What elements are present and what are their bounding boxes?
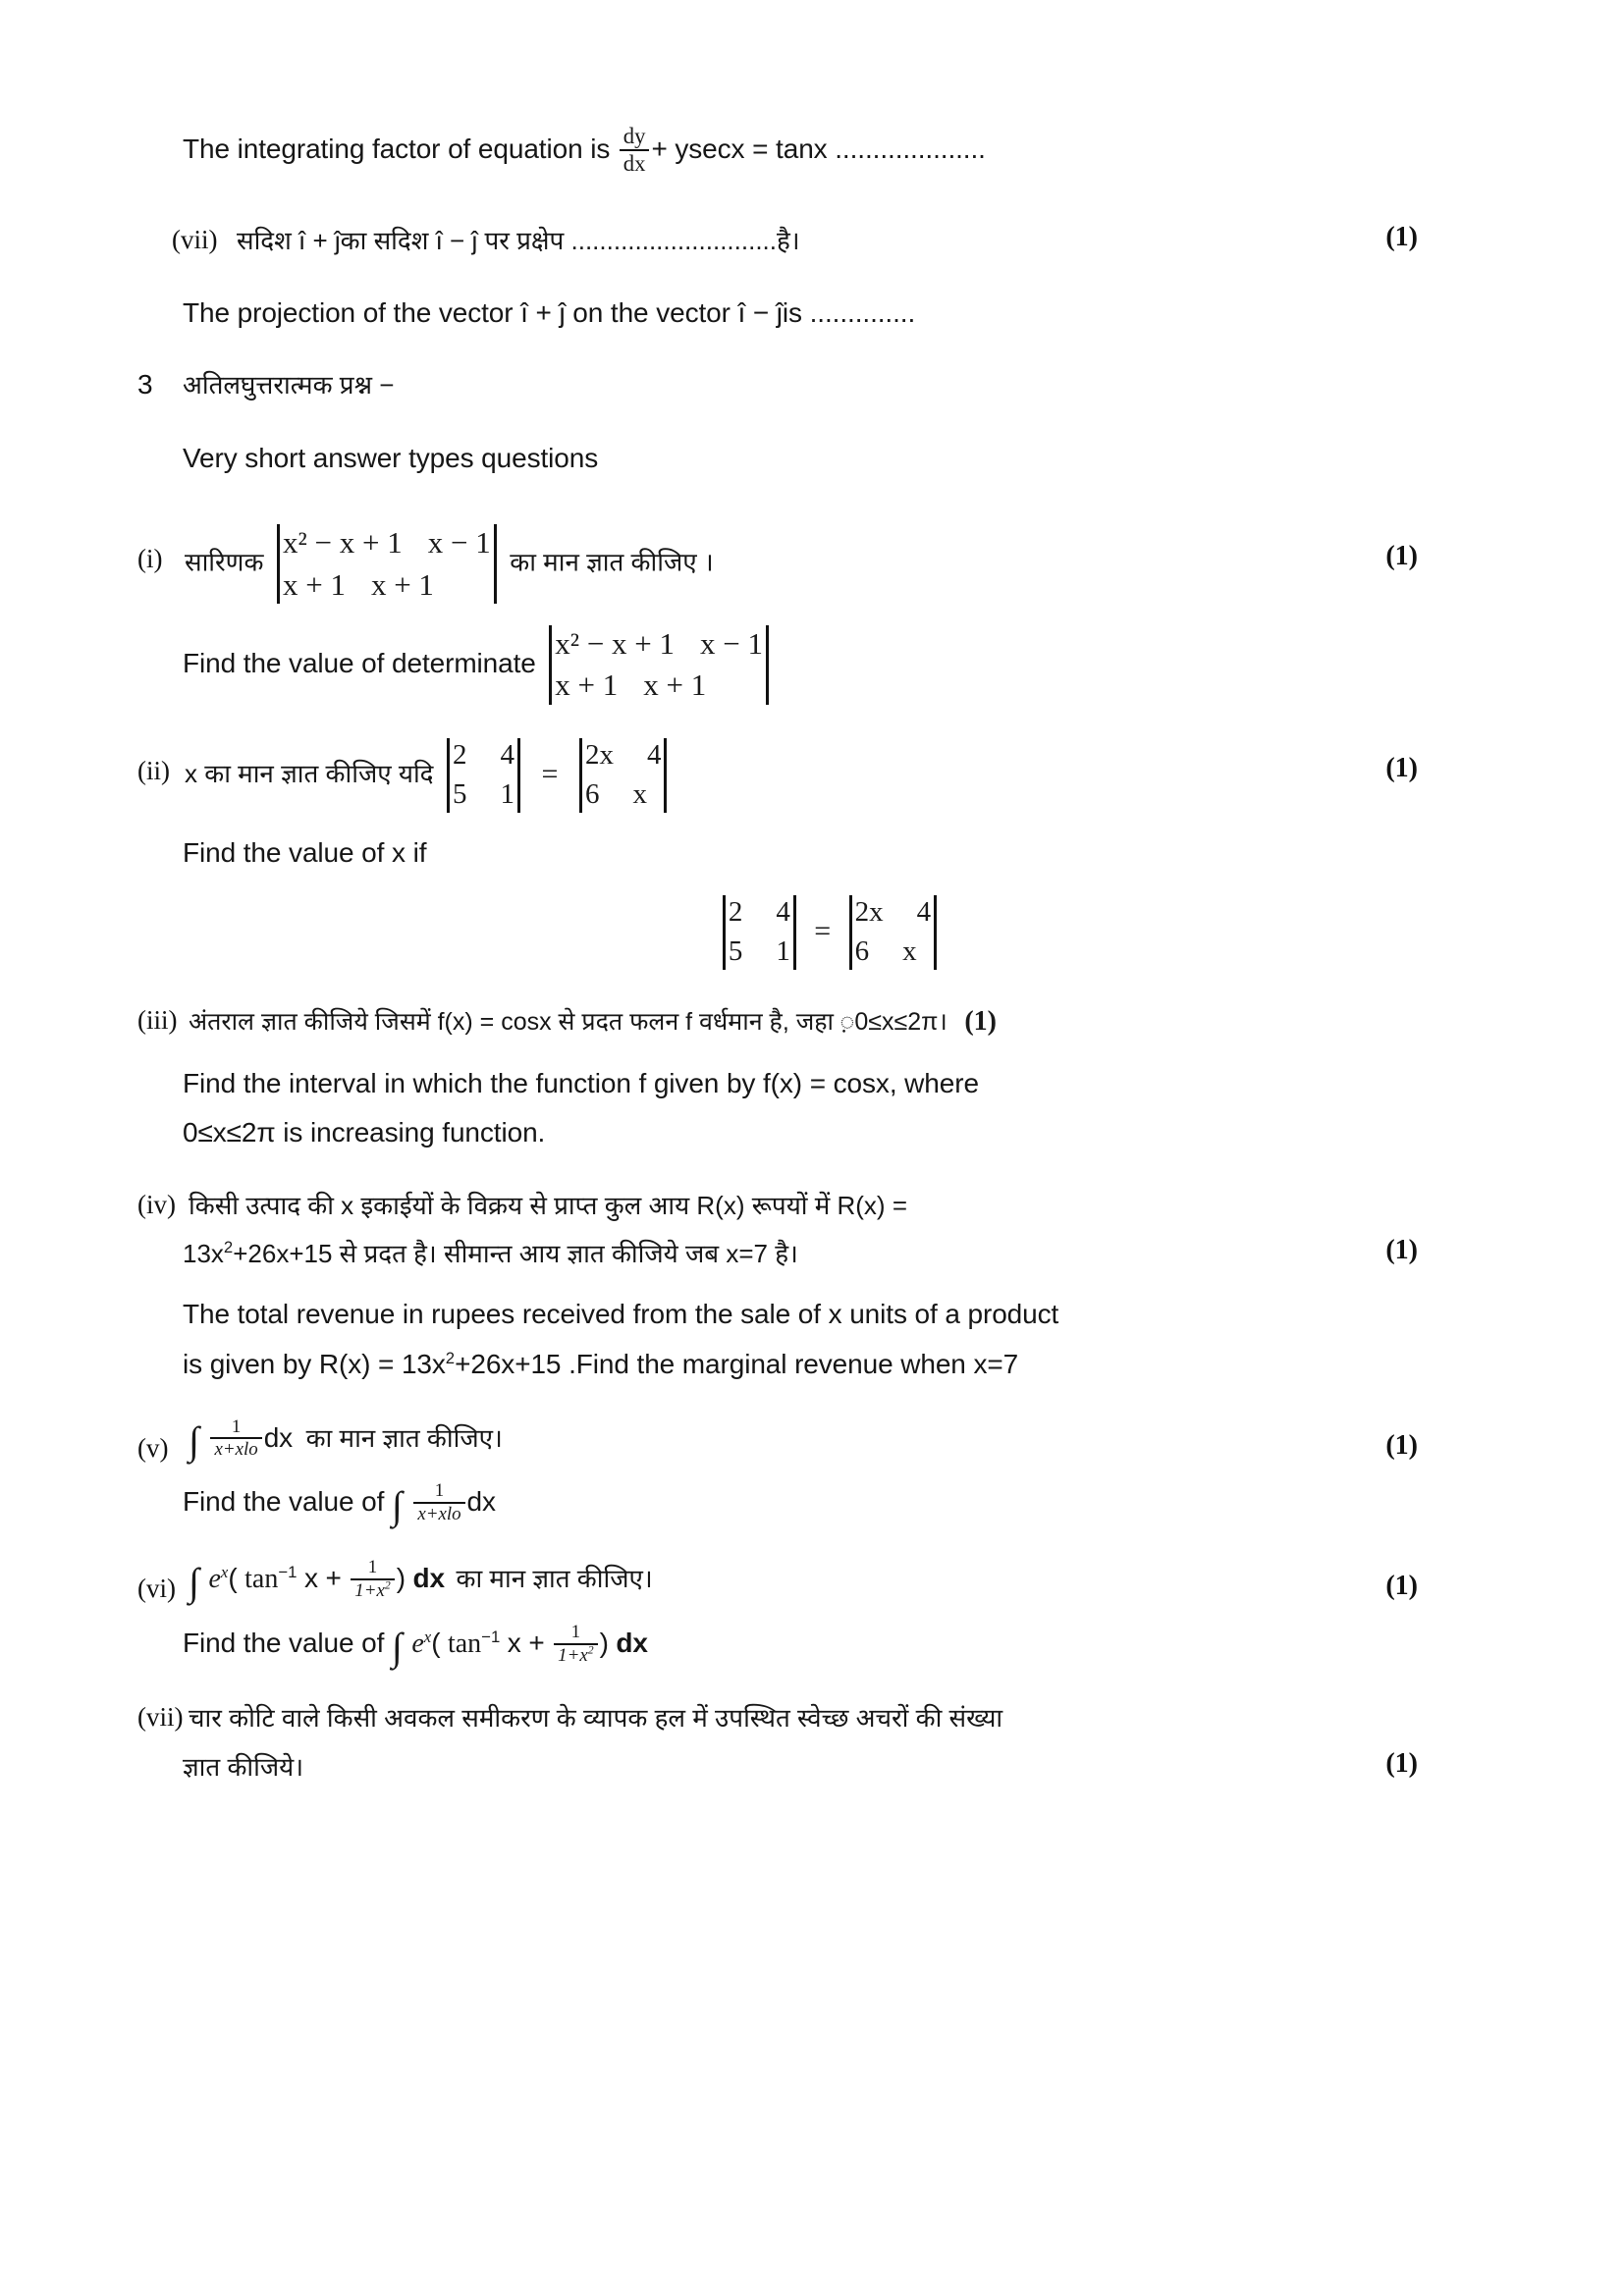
q-vi-tan-term-english: tan: [447, 1628, 482, 1659]
section-3-hindi-row: [0, 366, 1624, 404]
q-iii-hindi-row: [0, 1002, 1624, 1042]
det-cell-r1c1: x² − x + 1: [282, 525, 403, 561]
q-ii-equals-sign-centered: =: [814, 915, 832, 948]
q-iii-hindi-text: अंतराल ज्ञात कीजिये जिसमें f(x) = cosx से प्रदत फलन f वर्धमान है, जहा ़0≤x≤2π।: [189, 1008, 947, 1037]
q-ii-hindi-row: [0, 737, 1624, 812]
det-row-2: [729, 934, 790, 970]
det-right-bar: [494, 524, 497, 604]
q-iv-marks: (1): [1385, 1235, 1418, 1266]
q-ii-marks: (1): [1385, 752, 1418, 783]
det-cell-r2c2: x + 1: [643, 667, 707, 703]
frac-den-exponent: 2: [587, 1643, 594, 1657]
det-row-2: [453, 777, 514, 813]
fraction-numerator: dy: [623, 124, 646, 148]
q-iv-hindi-row-1: [0, 1187, 1624, 1225]
det-cell-r2c1: x + 1: [555, 667, 619, 703]
q-iv-hindi-line2-b: +26x+15 से प्रदत है। सीमान्त आय ज्ञात कीजिये जब x=7 है।: [233, 1239, 798, 1269]
q-iii-english-row-1: [0, 1064, 1624, 1104]
q-iv-english-line2-b: +26x+15 .Find the marginal revenue when x=7: [455, 1348, 1019, 1379]
q-vi-tan-term: tan: [244, 1563, 279, 1594]
fraction-denominator: x+xlo: [417, 1504, 461, 1525]
q-iii-marks: (1): [964, 1006, 998, 1038]
section-3-title-english: Very short answer types questions: [183, 442, 599, 473]
q-i-marks: (1): [1385, 541, 1418, 572]
fraction-denominator: [351, 1580, 394, 1601]
q-vi-marks: (1): [1385, 1570, 1418, 1601]
q-v-dx: dx: [263, 1421, 294, 1453]
q-i-english-prefix: Find the value of determinate: [183, 648, 536, 679]
q-ii-right-determinant-centered: [846, 895, 941, 970]
q-i-hindi-suffix: का मान ज्ञात कीजिए ।: [510, 547, 714, 577]
q-i-determinant-english: [546, 625, 772, 705]
q-ii-equals-sign: =: [541, 758, 559, 791]
fraction-denominator: x+xlo: [214, 1439, 258, 1461]
q-ii-left-determinant: [444, 738, 523, 813]
q-vi-dx: dx: [412, 1562, 445, 1593]
det-cell-r1c1: 2: [453, 738, 467, 771]
q2-vii-label: (vii): [172, 224, 218, 254]
q-vii-hindi-line1: चार कोटि वाले किसी अवकल समीकरण के व्यापक हल में उपस्थित स्वेच्छ अचरों की संख्या: [189, 1703, 1003, 1734]
det-cell-r2c2: x: [902, 935, 917, 968]
frac-den-a: 1+: [558, 1644, 580, 1666]
q-vii-label: (vii): [137, 1702, 184, 1733]
det-cell-r1c2: 4: [646, 738, 662, 771]
det-left-bar: [849, 895, 852, 970]
det-cells: [855, 895, 932, 970]
q-iv-english-line2-a: is given by R(x) = 13x: [183, 1348, 446, 1379]
q-vi-open-paren: (: [228, 1562, 238, 1593]
det-cells: [555, 625, 763, 705]
q-i-english-row: [0, 624, 1624, 704]
det-left-bar: [549, 625, 552, 705]
q-vii-marks: (1): [1385, 1747, 1418, 1779]
q-i-hindi-row: [0, 523, 1624, 603]
q-iv-english-line1: The total revenue in rupees received from the sale of x units of a product: [183, 1299, 1059, 1330]
det-cell-r1c2: 4: [916, 896, 932, 929]
q-vi-close-paren: ): [396, 1562, 406, 1593]
q-vi-english-row: [0, 1621, 1624, 1669]
frac-den-a: 1+: [354, 1579, 377, 1601]
q-vi-e-term-english: e: [411, 1628, 424, 1659]
q-vi-variable-x: x +: [303, 1562, 342, 1593]
section-3-title-hindi: अतिलघुत्तरात्मक प्रश्न −: [183, 370, 395, 400]
q-vi-e-exponent-english: x: [423, 1627, 432, 1646]
q2-vii-hindi-row: [0, 222, 1624, 260]
det-row-1: [283, 524, 491, 561]
q-iv-exponent: 2: [223, 1238, 234, 1257]
q-ii-english-prefix: Find the value of x if: [183, 836, 427, 868]
q-iv-hindi-line1: किसी उत्पाद की x इकाईयों के विक्रय से प्राप्त कुल आय R(x) रूपयों में R(x) =: [189, 1191, 908, 1221]
q-v-marks: (1): [1385, 1429, 1418, 1461]
q-vi-e-term: e: [208, 1563, 221, 1594]
det-cell-r1c1: x² − x + 1: [555, 625, 676, 661]
q-vii-hindi-row-2: [0, 1748, 1624, 1787]
det-cell-r2c2: 1: [500, 777, 514, 810]
q-iii-label: (iii): [137, 1005, 178, 1036]
q-iv-english-exponent: 2: [445, 1348, 456, 1367]
q-i-determinant: [274, 524, 500, 604]
q-vi-tan-exponent-english: −1: [481, 1627, 501, 1646]
q-vi-variable-x-english: x +: [507, 1627, 545, 1658]
det-cell-r1c2: x − 1: [700, 625, 764, 661]
fraction-denominator: dx: [623, 150, 646, 176]
q-vi-close-paren-english: ): [599, 1627, 609, 1658]
q-vii-hindi-row-1: [0, 1699, 1624, 1737]
q2-vii-english-text: The projection of the vector î + ĵ on the vector î − ĵis ..............: [183, 296, 916, 328]
q-iv-hindi-row-2: [0, 1235, 1624, 1273]
q-vi-e-exponent: x: [220, 1562, 229, 1581]
q-i-label: (i): [137, 544, 163, 574]
q-vi-tan-exponent: −1: [278, 1562, 298, 1581]
integrating-factor-tail: + ysecx = tanx ....................: [651, 133, 986, 164]
det-row-1: [855, 895, 932, 931]
det-left-bar: [723, 895, 726, 970]
det-right-bar: [934, 895, 937, 970]
fraction-numerator: 1: [570, 1621, 581, 1642]
det-cell-r1c2: 4: [500, 738, 514, 771]
det-cell-r1c1: 2x: [854, 896, 884, 929]
q-i-hindi-prefix: सारिणक: [185, 547, 264, 577]
fraction-denominator: [554, 1645, 597, 1666]
q-ii-hindi-prefix: x का मान ज्ञात कीजिए यदि: [185, 758, 434, 788]
q-v-label: (v): [137, 1432, 169, 1463]
q-v-dx-english: dx: [466, 1486, 496, 1518]
q-vi-dx-english: dx: [616, 1627, 648, 1658]
det-cells: [729, 895, 790, 970]
det-cell-r1c1: 2: [728, 896, 743, 929]
q-ii-left-determinant-centered: [720, 895, 799, 970]
fraction-numerator: 1: [367, 1556, 378, 1577]
q-v-fraction: [210, 1417, 261, 1461]
q2-vii-marks: (1): [1385, 221, 1418, 252]
det-cells: [283, 524, 491, 604]
q-vi-hindi-row: [0, 1556, 1624, 1604]
section-3-english-row: [0, 439, 1624, 479]
det-row-1: [729, 895, 790, 931]
det-right-bar: [664, 738, 667, 813]
det-cell-r2c2: 1: [776, 935, 790, 968]
det-cell-r1c1: 2x: [584, 738, 614, 771]
det-cell-r2c1: 6: [584, 777, 600, 810]
fraction-numerator: 1: [231, 1415, 242, 1437]
q-vii-hindi-line2: ज्ञात कीजिये।: [183, 1751, 304, 1782]
integral-icon: ∫: [391, 1483, 403, 1528]
dy-dx-fraction: [620, 125, 650, 176]
q2-vii-english-row: [0, 294, 1624, 334]
q-iv-english-row-1: [0, 1295, 1624, 1335]
det-right-bar: [517, 738, 520, 813]
det-left-bar: [277, 524, 280, 604]
det-left-bar: [447, 738, 450, 813]
q-iii-english-line2: 0≤x≤2π is increasing function.: [183, 1117, 546, 1148]
q-ii-label: (ii): [137, 755, 170, 785]
q2-vii-hindi-text: सदिश î + ĵका सदिश î − ĵ पर प्रक्षेप .............................है।: [237, 225, 800, 255]
det-row-2: [855, 934, 932, 970]
frac-den-x: x: [579, 1644, 588, 1666]
det-cell-r2c1: x + 1: [282, 566, 346, 602]
fraction-numerator: 1: [434, 1480, 445, 1502]
q-vi-fraction: [351, 1558, 394, 1601]
det-cell-r1c2: 4: [776, 896, 790, 929]
q-ii-english-row: [0, 833, 1624, 874]
det-row-2: [555, 667, 763, 704]
q-vi-open-paren-english: (: [431, 1627, 441, 1658]
det-right-bar: [793, 895, 796, 970]
q-iii-english-line1: Find the interval in which the function f given by f(x) = cosx, where: [183, 1067, 979, 1098]
det-cell-r1c2: x − 1: [427, 525, 491, 561]
q-v-english-row: [0, 1480, 1624, 1528]
frac-den-exponent: 2: [384, 1578, 391, 1592]
det-right-bar: [766, 625, 769, 705]
det-row-2: [585, 777, 662, 813]
q-ii-right-determinant: [576, 738, 671, 813]
integral-icon: ∫: [189, 1418, 199, 1464]
det-row-2: [283, 566, 491, 604]
det-row-1: [585, 738, 662, 774]
det-cell-r2c1: 6: [854, 935, 870, 968]
section-3-number: 3: [137, 369, 153, 400]
det-left-bar: [579, 738, 582, 813]
integral-icon: ∫: [189, 1559, 199, 1604]
q-vi-label: (vi): [137, 1573, 176, 1603]
q-v-hindi-row: [0, 1415, 1624, 1464]
det-cells: [585, 738, 662, 813]
integral-icon: ∫: [391, 1624, 403, 1669]
q-v-english-prefix: Find the value of: [183, 1486, 385, 1518]
q-iv-english-row-2: [0, 1345, 1624, 1385]
det-row-1: [555, 625, 763, 663]
det-cell-r2c1: 5: [728, 935, 743, 968]
frac-den-x: x: [376, 1579, 385, 1601]
det-cell-r2c2: x + 1: [370, 566, 434, 602]
q-vi-english-prefix: Find the value of: [183, 1627, 385, 1658]
q-ii-centered-equation: [0, 894, 1624, 969]
det-cell-r2c1: 5: [453, 777, 467, 810]
q-iv-label: (iv): [137, 1190, 176, 1220]
q-vi-hindi-suffix: का मान ज्ञात कीजिए।: [456, 1563, 653, 1593]
det-cell-r2c2: x: [632, 777, 647, 810]
q-iv-hindi-line2-a: 13x: [183, 1239, 224, 1269]
det-row-1: [453, 738, 514, 774]
q-iii-english-row-2: [0, 1113, 1624, 1153]
q-v-hindi-suffix: का मान ज्ञात कीजिए।: [305, 1422, 503, 1453]
q-v-fraction-english: [413, 1481, 464, 1524]
integrating-factor-line: [0, 126, 1624, 177]
q-vi-fraction-english: [554, 1623, 597, 1666]
det-cells: [453, 738, 514, 813]
integrating-factor-text: The integrating factor of equation is: [183, 133, 611, 164]
